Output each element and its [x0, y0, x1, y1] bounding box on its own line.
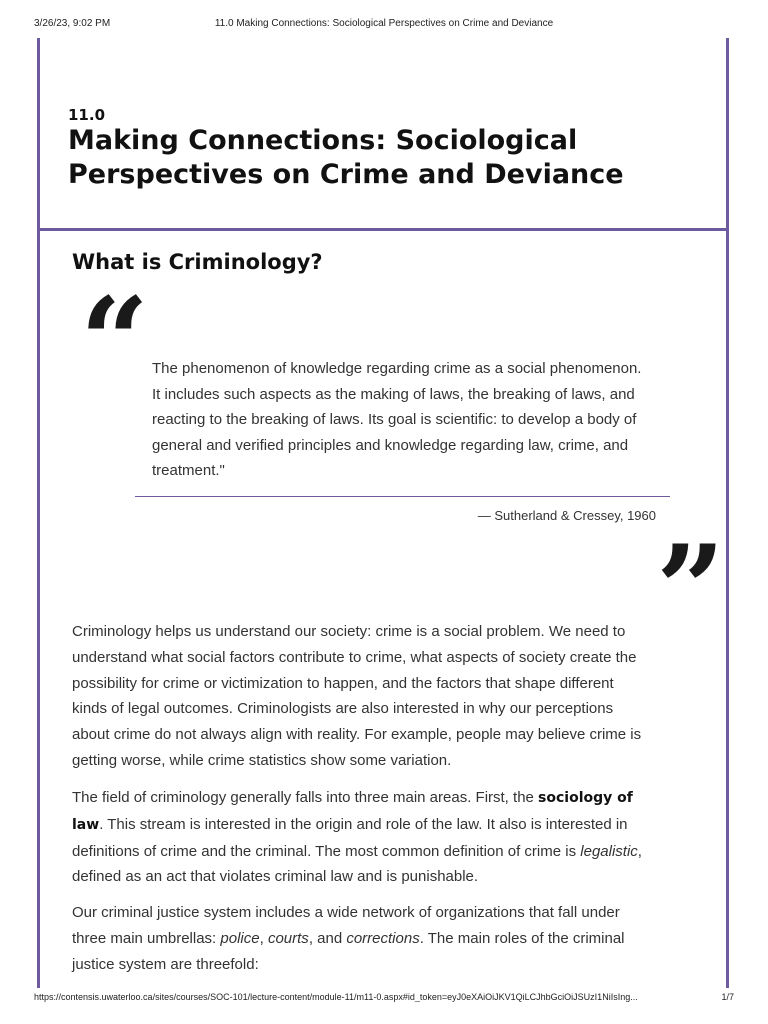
term-legalistic: legalistic: [580, 842, 638, 860]
chapter-number: 11.0: [68, 106, 106, 124]
key-term-sociology-of-law: sociology of law: [72, 790, 633, 833]
term-corrections: corrections: [346, 929, 420, 947]
quote-citation: — Sutherland & Cressey, 1960: [477, 508, 656, 523]
blockquote-text: The phenomenon of knowledge regarding crime as a social phenomenon. It includes such aspects as the making of laws, the breaking of laws, and reacting to the breaking of laws. Its goal is scientific: to develop a body of general and verified principles and knowledge regarding law, crime, and treatment.": [152, 360, 642, 479]
paragraph-text: . This stream is interested in the origin and role of the law. It also is interested in definitions of crime and the criminal. The most common definition of crime is: [72, 815, 628, 860]
term-police: police: [220, 929, 260, 947]
term-courts: courts: [267, 929, 309, 947]
body-paragraph-2: [72, 785, 648, 890]
print-header: [0, 0, 768, 36]
print-datetime: 3/26/23, 9:02 PM: [34, 18, 111, 29]
section-heading: What is Criminology?: [72, 250, 323, 274]
quote-divider: [135, 496, 670, 497]
paragraph-text: . The main roles of the criminal justice system are threefold:: [72, 929, 625, 973]
print-footer: [0, 992, 768, 1012]
paragraph-text: The field of criminology generally falls into three main areas. First, the: [72, 789, 539, 806]
paragraph-text: , defined as an act that violates criminal law and is punishable.: [72, 842, 642, 886]
paragraph-text: Our criminal justice system includes a wide network of organizations that fall under three main umbrellas:: [72, 904, 620, 947]
open-quote-icon: “: [80, 271, 150, 412]
body-paragraph-3: [72, 900, 648, 977]
paragraph-text: , and: [308, 929, 347, 947]
print-url: https://contensis.uwaterloo.ca/sites/courses/SOC-101/lecture-content/module-11/m11-0.aspx#id_token=eyJ0eXAiOiJKV1QiLCJhbGciOiJSUzI1NiIsIng...: [34, 992, 638, 1002]
print-page-title: 11.0 Making Connections: Sociological Perspectives on Crime and Deviance: [214, 18, 554, 29]
paragraph-text: ,: [259, 929, 268, 947]
page-indicator: 1/7: [721, 992, 734, 1002]
close-quote-icon: ”: [656, 519, 726, 660]
body-paragraph-1: Criminology helps us understand our society: crime is a social problem. We need to understand what social factors contribute to crime, what aspects of society create the possibility for crime or victimization to happen, and the factors that shape different kinds of legal outcomes. Criminologists are also interested in why our perceptions about crime do not always align with reality. For example, people may believe crime is getting worse, while crime statistics show some variation.: [72, 623, 642, 769]
hero-divider: [37, 228, 729, 231]
chapter-title: Making Connections: Sociological Perspectives on Crime and Deviance: [68, 125, 624, 190]
